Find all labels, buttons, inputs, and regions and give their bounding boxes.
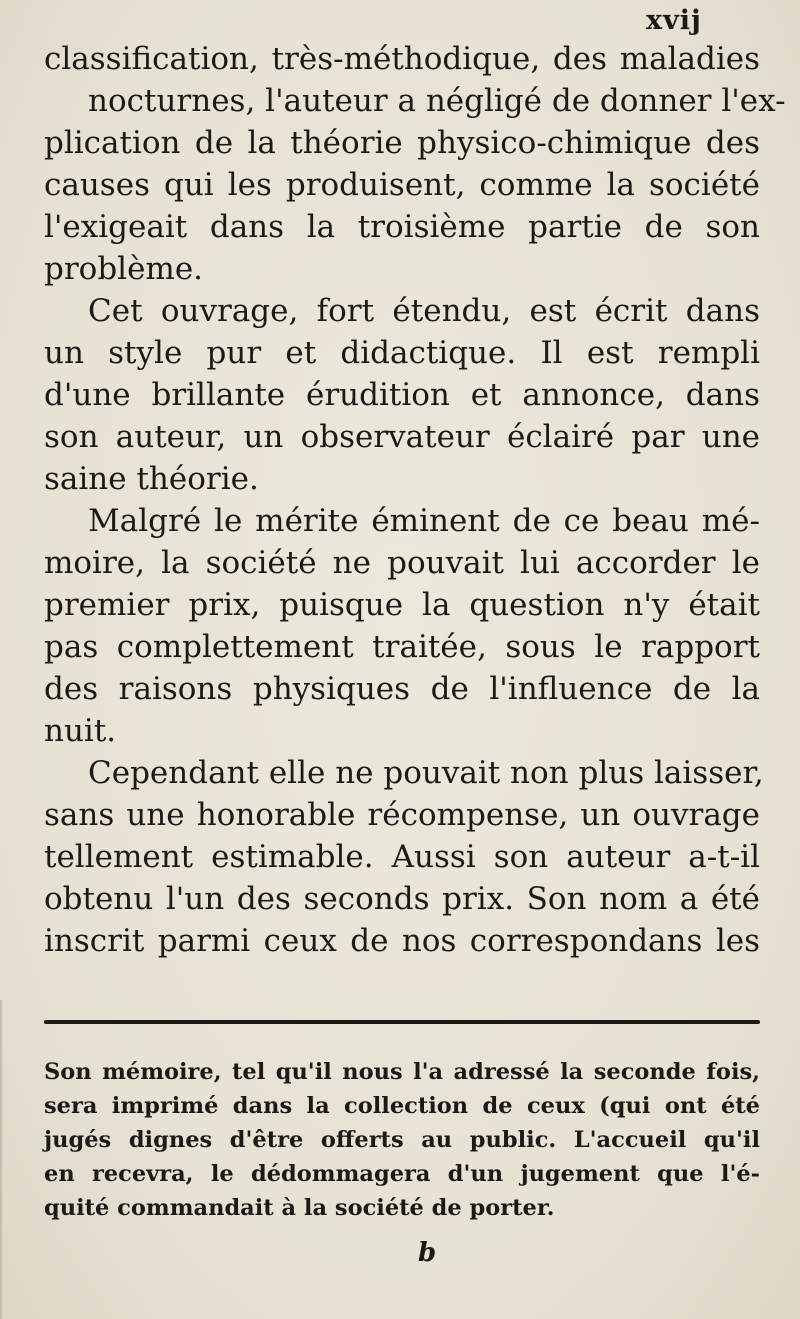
page-number: xvij [646,5,702,36]
footnote-line: sera imprimé dans la collection de ceux (qui ont été [44,1093,760,1119]
text-line: pas complettement traitée, sous le rapport [44,629,760,665]
text-line: un style pur et didactique. Il est rempli [44,335,760,371]
footnote-line: Son mémoire, tel qu'il nous l'a adressé la seconde fois, [44,1059,760,1085]
text-line: Malgré le mérite éminent de ce beau mé- [88,503,760,539]
text-line: problème. [44,251,204,287]
text-line: son auteur, un observateur éclairé par une [44,419,760,455]
text-line: saine théorie. [44,461,259,497]
page-edge-shadow [0,1000,3,1319]
footnote-rule [44,1020,760,1024]
text-line: obtenu l'un des seconds prix. Son nom a été [44,881,760,917]
text-line: sans une honorable récompense, un ouvrage [44,797,760,833]
text-line: d'une brillante érudition et annonce, dans [44,377,760,413]
text-line: Cet ouvrage, fort étendu, est écrit dans [88,293,760,329]
footnote-line: en recevra, le dédommagera d'un jugement que l'é- [44,1161,760,1187]
text-line: moire, la société ne pouvait lui accorder le [44,545,760,581]
text-line: des raisons physiques de l'influence de la [44,671,760,707]
text-line: nocturnes, l'auteur a négligé de donner l'ex- [88,83,786,119]
footnote-line: quité commandait à la société de porter. [44,1195,555,1221]
text-line: classification, très-méthodique, des maladies [44,41,760,77]
text-line: plication de la théorie physico-chimique des [44,125,760,161]
text-line: inscrit parmi ceux de nos correspondans les [44,923,760,959]
text-line: Cependant elle ne pouvait non plus laisser, [88,755,764,791]
signature-mark: b [418,1238,437,1268]
text-line: l'exigeait dans la troisième partie de son [44,209,760,245]
text-line: tellement estimable. Aussi son auteur a-t-il [44,839,760,875]
text-line: nuit. [44,713,117,749]
text-line: premier prix, puisque la question n'y était [44,587,760,623]
footnote-line: jugés dignes d'être offerts au public. L'accueil qu'il [44,1127,760,1153]
text-line: causes qui les produisent, comme la société [44,167,760,203]
